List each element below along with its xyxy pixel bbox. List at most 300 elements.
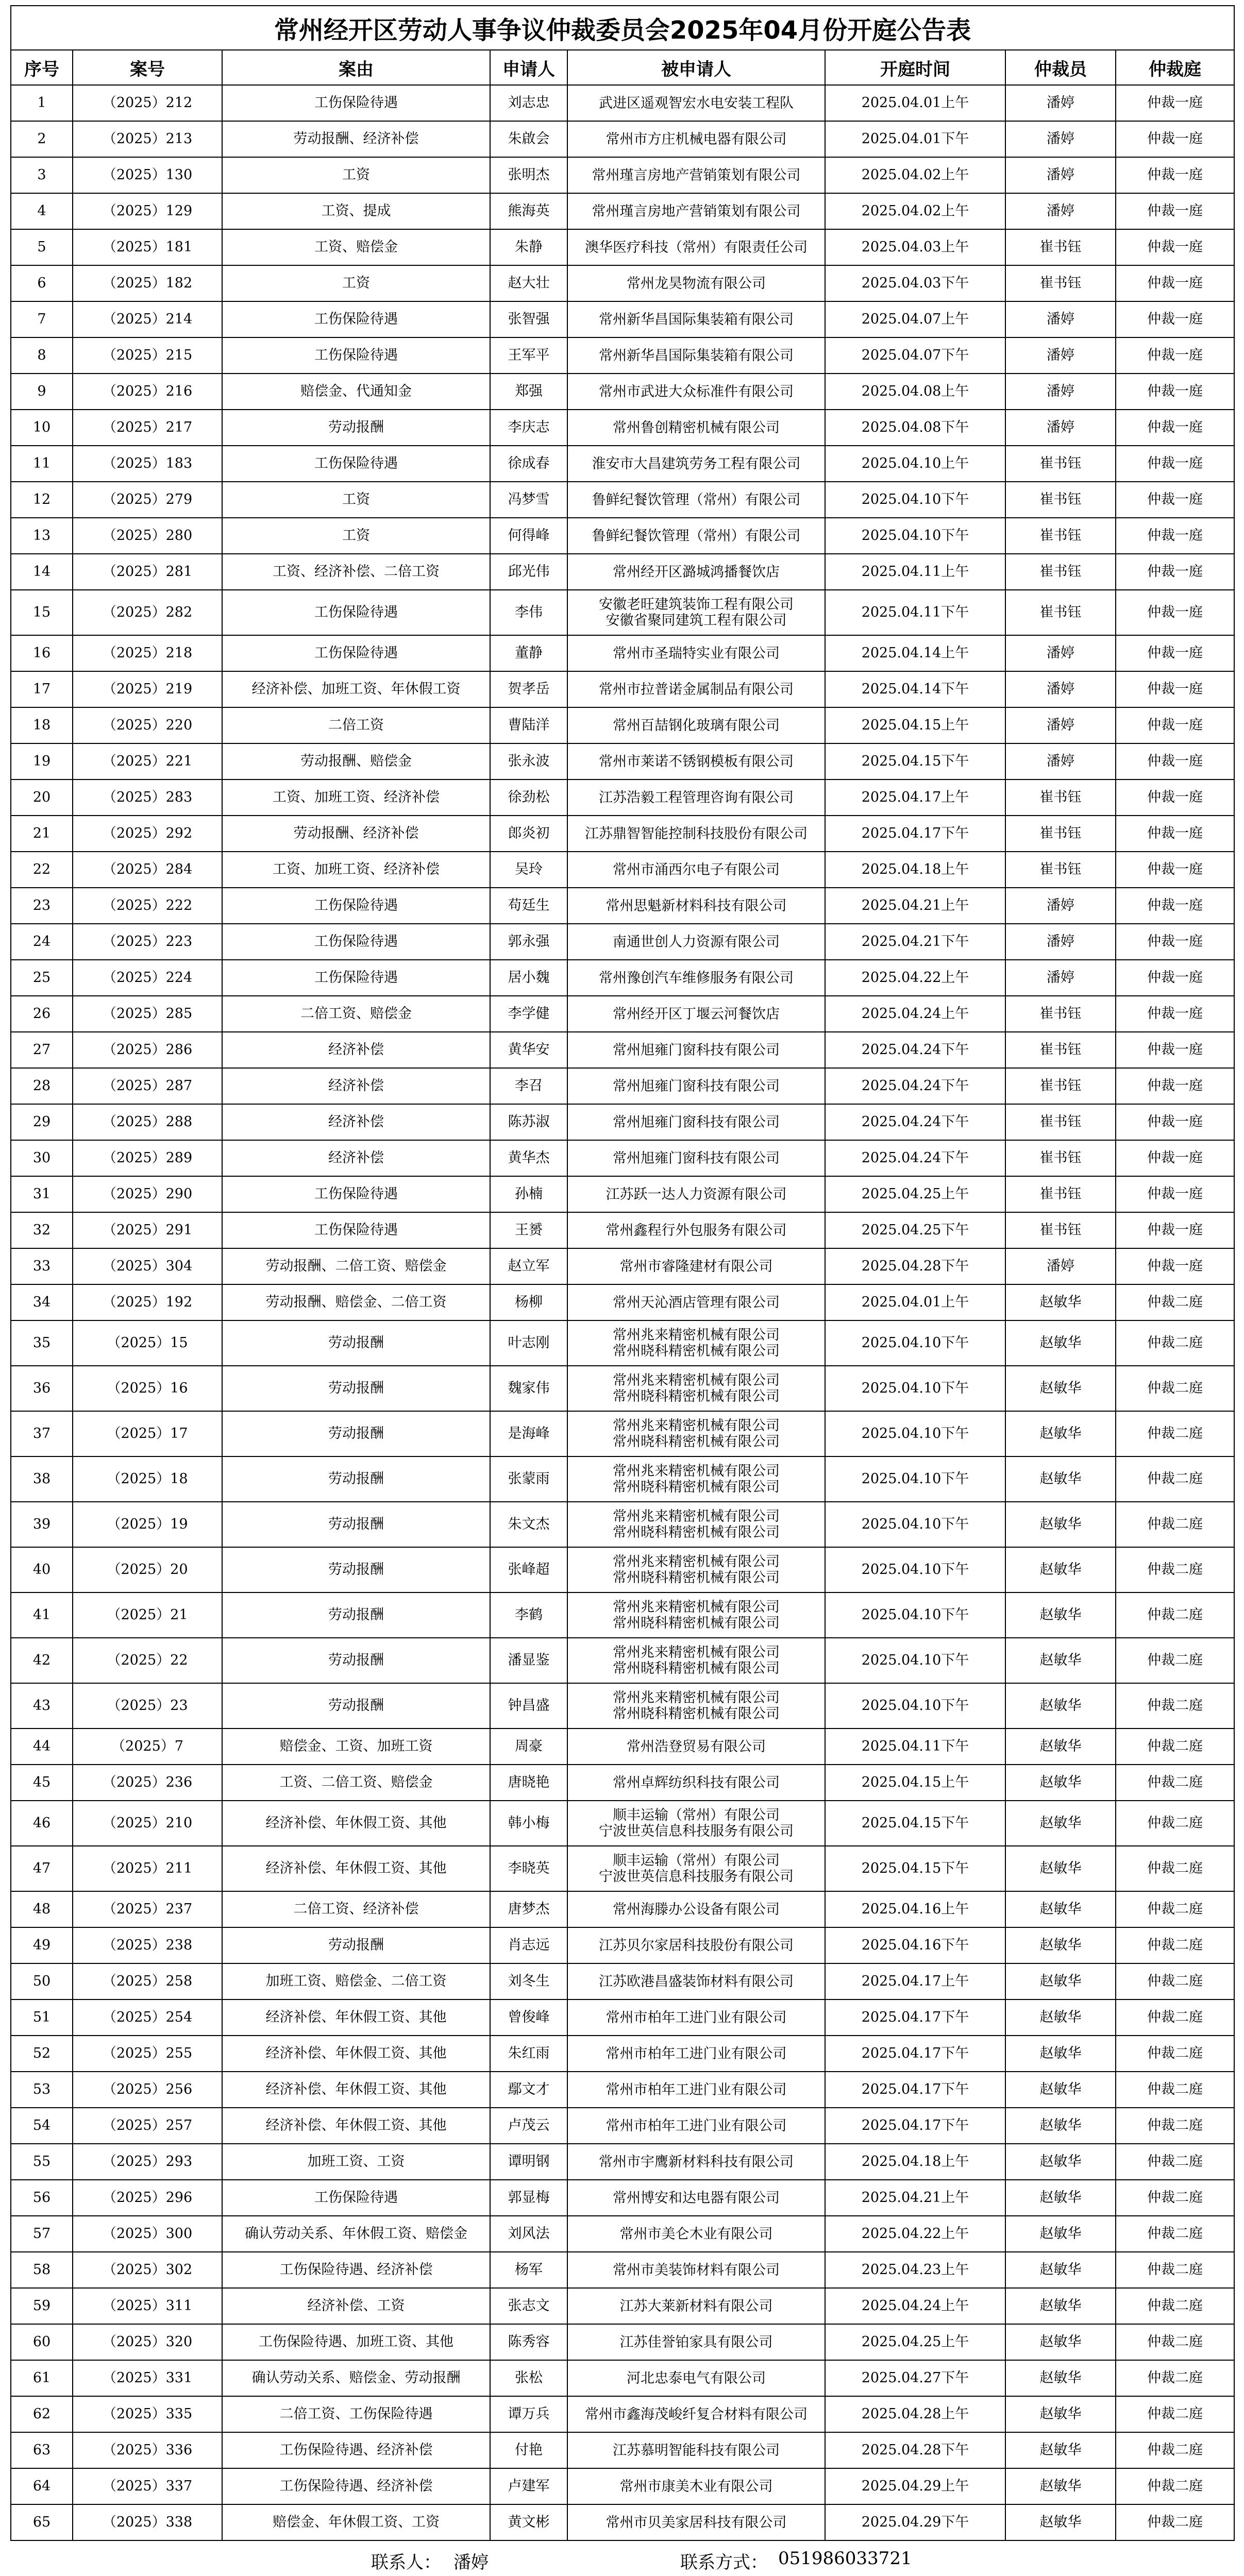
table-row xyxy=(11,1592,1234,1638)
row-respondent xyxy=(567,2144,825,2180)
row-hearing-time: 2025.04.15下午 xyxy=(825,743,1005,779)
respondent-name: 江苏鼎智智能控制科技股份有限公司 xyxy=(585,825,808,842)
row-hearing-time: 2025.04.28下午 xyxy=(825,2432,1005,2468)
row-tribunal: 仲裁二庭 xyxy=(1116,1846,1234,1891)
row-applicant: 刘风法 xyxy=(490,2216,567,2252)
row-tribunal: 仲裁一庭 xyxy=(1116,374,1234,410)
row-hearing-time: 2025.04.17上午 xyxy=(825,779,1005,816)
respondent-name: 常州市康美木业有限公司 xyxy=(619,2478,773,2495)
row-no: 49 xyxy=(11,1927,73,1963)
row-applicant: 李晓英 xyxy=(490,1846,567,1891)
row-no: 36 xyxy=(11,1366,73,1411)
row-arbitrator: 潘婷 xyxy=(1005,337,1116,374)
row-case-no: （2025）22 xyxy=(73,1638,222,1683)
row-respondent xyxy=(567,1284,825,1320)
row-applicant: 李召 xyxy=(490,1068,567,1104)
row-arbitrator: 崔书钰 xyxy=(1005,1068,1116,1104)
row-tribunal: 仲裁二庭 xyxy=(1116,2324,1234,2360)
table-row xyxy=(11,2036,1234,2072)
row-respondent xyxy=(567,410,825,446)
row-case-no: （2025）293 xyxy=(73,2144,222,2180)
header-tribunal: 仲裁庭 xyxy=(1116,50,1234,85)
respondent-name: 常州兆来精密机械有限公司 xyxy=(613,1599,780,1615)
row-case-no: （2025）222 xyxy=(73,888,222,924)
row-tribunal: 仲裁二庭 xyxy=(1116,2504,1234,2540)
respondent-name: 常州晓科精密机械有限公司 xyxy=(613,1524,780,1540)
table-row xyxy=(11,1963,1234,1999)
row-respondent xyxy=(567,1104,825,1140)
row-hearing-time: 2025.04.10下午 xyxy=(825,518,1005,554)
row-applicant: 魏家伟 xyxy=(490,1366,567,1411)
row-cause: 经济补偿、年休假工资、其他 xyxy=(222,2036,490,2072)
row-respondent xyxy=(567,2108,825,2144)
table-row xyxy=(11,2180,1234,2216)
table-row xyxy=(11,1683,1234,1728)
row-no: 28 xyxy=(11,1068,73,1104)
row-arbitrator: 潘婷 xyxy=(1005,374,1116,410)
row-case-no: （2025）215 xyxy=(73,337,222,374)
row-applicant: 周豪 xyxy=(490,1728,567,1765)
row-cause: 工伤保险待遇 xyxy=(222,590,490,635)
row-applicant: 谭明钢 xyxy=(490,2144,567,2180)
row-applicant: 黄华杰 xyxy=(490,1140,567,1176)
row-applicant: 鄢文才 xyxy=(490,2072,567,2108)
row-cause: 工伤保险待遇、经济补偿 xyxy=(222,2432,490,2468)
row-no: 50 xyxy=(11,1963,73,1999)
row-case-no: （2025）217 xyxy=(73,410,222,446)
row-cause: 劳动报酬 xyxy=(222,1927,490,1963)
row-arbitrator: 赵敏华 xyxy=(1005,1683,1116,1728)
row-arbitrator: 崔书钰 xyxy=(1005,1140,1116,1176)
table-row xyxy=(11,1502,1234,1547)
row-applicant: 是海峰 xyxy=(490,1411,567,1456)
row-arbitrator: 赵敏华 xyxy=(1005,2288,1116,2324)
phone-value: 051986033721 xyxy=(778,2548,912,2569)
respondent-name: 常州旭雍门窗科技有限公司 xyxy=(613,1114,780,1130)
row-no: 14 xyxy=(11,554,73,590)
respondent-name: 常州市美装饰材料有限公司 xyxy=(613,2262,780,2278)
row-case-no: （2025）338 xyxy=(73,2504,222,2540)
row-hearing-time: 2025.04.11下午 xyxy=(825,590,1005,635)
row-no: 7 xyxy=(11,301,73,337)
row-cause: 劳动报酬 xyxy=(222,1456,490,1502)
table-row xyxy=(11,816,1234,852)
row-no: 64 xyxy=(11,2468,73,2504)
table-row xyxy=(11,924,1234,960)
row-case-no: （2025）289 xyxy=(73,1140,222,1176)
header-case-no: 案号 xyxy=(73,50,222,85)
table-row xyxy=(11,2396,1234,2432)
row-tribunal: 仲裁一庭 xyxy=(1116,960,1234,996)
row-cause: 劳动报酬 xyxy=(222,1683,490,1728)
row-no: 5 xyxy=(11,229,73,265)
row-no: 55 xyxy=(11,2144,73,2180)
row-hearing-time: 2025.04.17下午 xyxy=(825,2108,1005,2144)
row-case-no: （2025）183 xyxy=(73,446,222,482)
row-no: 60 xyxy=(11,2324,73,2360)
row-cause: 经济补偿 xyxy=(222,1032,490,1068)
respondent-name: 常州市圣瑞特实业有限公司 xyxy=(613,645,780,662)
row-no: 46 xyxy=(11,1801,73,1846)
row-cause: 劳动报酬 xyxy=(222,1411,490,1456)
respondent-name: 常州市鑫海茂峻纤复合材料有限公司 xyxy=(585,2406,808,2422)
respondent-name: 江苏浩毅工程管理咨询有限公司 xyxy=(599,789,794,806)
row-cause: 加班工资、赔偿金、二倍工资 xyxy=(222,1963,490,1999)
row-respondent xyxy=(567,265,825,301)
row-case-no: （2025）216 xyxy=(73,374,222,410)
row-no: 16 xyxy=(11,635,73,671)
row-case-no: （2025）223 xyxy=(73,924,222,960)
respondent-name: 常州市涌西尔电子有限公司 xyxy=(613,861,780,878)
row-hearing-time: 2025.04.17下午 xyxy=(825,1999,1005,2036)
row-case-no: （2025）16 xyxy=(73,1366,222,1411)
row-cause: 工伤保险待遇 xyxy=(222,337,490,374)
row-cause: 工资、加班工资、经济补偿 xyxy=(222,779,490,816)
row-cause: 经济补偿 xyxy=(222,1104,490,1140)
respondent-name: 江苏欧港昌盛装饰材料有限公司 xyxy=(599,1973,794,1990)
table-row xyxy=(11,779,1234,816)
table-row xyxy=(11,1547,1234,1592)
respondent-name: 常州天沁酒店管理有限公司 xyxy=(613,1294,780,1311)
row-no: 9 xyxy=(11,374,73,410)
row-hearing-time: 2025.04.17下午 xyxy=(825,816,1005,852)
row-hearing-time: 2025.04.25上午 xyxy=(825,2324,1005,2360)
row-tribunal: 仲裁一庭 xyxy=(1116,816,1234,852)
row-no: 11 xyxy=(11,446,73,482)
row-cause: 加班工资、工资 xyxy=(222,2144,490,2180)
row-hearing-time: 2025.04.10下午 xyxy=(825,1411,1005,1456)
table-row xyxy=(11,2072,1234,2108)
row-tribunal: 仲裁一庭 xyxy=(1116,1104,1234,1140)
row-cause: 工伤保险待遇 xyxy=(222,1176,490,1212)
row-tribunal: 仲裁二庭 xyxy=(1116,2180,1234,2216)
row-tribunal: 仲裁二庭 xyxy=(1116,1547,1234,1592)
table-row xyxy=(11,2288,1234,2324)
row-no: 27 xyxy=(11,1032,73,1068)
table-row xyxy=(11,410,1234,446)
table-row xyxy=(11,1320,1234,1366)
respondent-name: 江苏慕明智能科技有限公司 xyxy=(613,2442,780,2459)
row-arbitrator: 崔书钰 xyxy=(1005,1212,1116,1248)
row-applicant: 李庆志 xyxy=(490,410,567,446)
row-case-no: （2025）21 xyxy=(73,1592,222,1638)
row-arbitrator: 崔书钰 xyxy=(1005,816,1116,852)
respondent-name: 常州市美仑木业有限公司 xyxy=(619,2226,773,2242)
row-no: 18 xyxy=(11,707,73,743)
table-row xyxy=(11,2468,1234,2504)
row-tribunal: 仲裁一庭 xyxy=(1116,85,1234,121)
row-applicant: 朱啟会 xyxy=(490,121,567,157)
row-arbitrator: 赵敏华 xyxy=(1005,2396,1116,2432)
row-no: 2 xyxy=(11,121,73,157)
row-hearing-time: 2025.04.25上午 xyxy=(825,1176,1005,1212)
row-tribunal: 仲裁一庭 xyxy=(1116,229,1234,265)
table-row xyxy=(11,707,1234,743)
row-arbitrator: 赵敏华 xyxy=(1005,1547,1116,1592)
respondent-name: 安徽省聚同建筑工程有限公司 xyxy=(606,613,787,629)
row-respondent xyxy=(567,1638,825,1683)
row-no: 47 xyxy=(11,1846,73,1891)
row-no: 25 xyxy=(11,960,73,996)
respondent-name: 顺丰运输（常州）有限公司 xyxy=(613,1807,780,1823)
row-hearing-time: 2025.04.15上午 xyxy=(825,1765,1005,1801)
row-no: 22 xyxy=(11,852,73,888)
row-arbitrator: 崔书钰 xyxy=(1005,1104,1116,1140)
row-tribunal: 仲裁二庭 xyxy=(1116,1456,1234,1502)
row-tribunal: 仲裁一庭 xyxy=(1116,888,1234,924)
row-case-no: （2025）283 xyxy=(73,779,222,816)
row-respondent xyxy=(567,888,825,924)
respondent-name: 常州市贝美家居科技有限公司 xyxy=(606,2514,787,2531)
row-cause: 经济补偿、年休假工资、其他 xyxy=(222,1846,490,1891)
respondent-name: 常州市睿隆建材有限公司 xyxy=(619,1258,773,1275)
row-applicant: 赵立军 xyxy=(490,1248,567,1284)
row-arbitrator: 潘婷 xyxy=(1005,924,1116,960)
row-respondent xyxy=(567,671,825,707)
row-arbitrator: 赵敏华 xyxy=(1005,2252,1116,2288)
phone-label: 联系方式： xyxy=(680,2552,768,2573)
row-respondent xyxy=(567,590,825,635)
row-arbitrator: 潘婷 xyxy=(1005,671,1116,707)
row-cause: 工伤保险待遇、加班工资、其他 xyxy=(222,2324,490,2360)
row-hearing-time: 2025.04.03上午 xyxy=(825,229,1005,265)
row-hearing-time: 2025.04.17下午 xyxy=(825,2072,1005,2108)
row-applicant: 王军平 xyxy=(490,337,567,374)
row-hearing-time: 2025.04.29下午 xyxy=(825,2504,1005,2540)
row-arbitrator: 赵敏华 xyxy=(1005,1765,1116,1801)
row-tribunal: 仲裁一庭 xyxy=(1116,157,1234,193)
respondent-name: 常州晓科精密机械有限公司 xyxy=(613,1388,780,1404)
row-no: 57 xyxy=(11,2216,73,2252)
row-no: 48 xyxy=(11,1891,73,1927)
respondent-name: 常州市柏年工进门业有限公司 xyxy=(606,2045,787,2062)
row-tribunal: 仲裁二庭 xyxy=(1116,2108,1234,2144)
row-tribunal: 仲裁二庭 xyxy=(1116,2036,1234,2072)
row-applicant: 唐晓艳 xyxy=(490,1765,567,1801)
row-arbitrator: 赵敏华 xyxy=(1005,1284,1116,1320)
row-cause: 劳动报酬 xyxy=(222,1638,490,1683)
row-hearing-time: 2025.04.10下午 xyxy=(825,1683,1005,1728)
row-applicant: 张志文 xyxy=(490,2288,567,2324)
row-respondent xyxy=(567,2288,825,2324)
row-tribunal: 仲裁二庭 xyxy=(1116,1765,1234,1801)
row-case-no: （2025）286 xyxy=(73,1032,222,1068)
row-cause: 工伤保险待遇 xyxy=(222,924,490,960)
row-cause: 劳动报酬 xyxy=(222,410,490,446)
row-applicant: 杨军 xyxy=(490,2252,567,2288)
row-cause: 工伤保险待遇 xyxy=(222,1212,490,1248)
respondent-name: 常州思魁新材料科技有限公司 xyxy=(606,897,787,914)
row-hearing-time: 2025.04.25下午 xyxy=(825,1212,1005,1248)
row-cause: 二倍工资、工伤保险待遇 xyxy=(222,2396,490,2432)
respondent-name: 常州晓科精密机械有限公司 xyxy=(613,1343,780,1359)
row-cause: 劳动报酬 xyxy=(222,1366,490,1411)
row-tribunal: 仲裁二庭 xyxy=(1116,1927,1234,1963)
table-row xyxy=(11,2252,1234,2288)
table-row xyxy=(11,301,1234,337)
row-applicant: 黄文彬 xyxy=(490,2504,567,2540)
row-tribunal: 仲裁二庭 xyxy=(1116,1728,1234,1765)
row-case-no: （2025）302 xyxy=(73,2252,222,2288)
row-cause: 经济补偿、年休假工资、其他 xyxy=(222,2108,490,2144)
respondent-name: 江苏佳誉铂家具有限公司 xyxy=(619,2334,773,2350)
row-applicant: 李伟 xyxy=(490,590,567,635)
row-cause: 劳动报酬 xyxy=(222,1502,490,1547)
row-arbitrator: 崔书钰 xyxy=(1005,518,1116,554)
row-no: 12 xyxy=(11,482,73,518)
row-respondent xyxy=(567,1320,825,1366)
row-case-no: （2025）285 xyxy=(73,996,222,1032)
respondent-name: 常州鑫程行外包服务有限公司 xyxy=(606,1222,787,1239)
row-hearing-time: 2025.04.24下午 xyxy=(825,1140,1005,1176)
table-row xyxy=(11,193,1234,229)
respondent-name: 常州新华昌国际集装箱有限公司 xyxy=(599,311,794,328)
row-arbitrator: 潘婷 xyxy=(1005,157,1116,193)
row-respondent xyxy=(567,1963,825,1999)
table-row xyxy=(11,1104,1234,1140)
table-row xyxy=(11,2108,1234,2144)
table-row xyxy=(11,1638,1234,1683)
row-respondent xyxy=(567,960,825,996)
row-respondent xyxy=(567,554,825,590)
row-no: 52 xyxy=(11,2036,73,2072)
row-cause: 劳动报酬、赔偿金 xyxy=(222,743,490,779)
row-no: 21 xyxy=(11,816,73,852)
table-row xyxy=(11,1765,1234,1801)
row-cause: 工伤保险待遇 xyxy=(222,446,490,482)
row-respondent xyxy=(567,1891,825,1927)
row-cause: 工资、二倍工资、赔偿金 xyxy=(222,1765,490,1801)
respondent-name: 鲁鲜纪餐饮管理（常州）有限公司 xyxy=(592,492,801,508)
row-applicant: 朱文杰 xyxy=(490,1502,567,1547)
table-row xyxy=(11,1284,1234,1320)
row-cause: 工资 xyxy=(222,265,490,301)
row-case-no: （2025）238 xyxy=(73,1927,222,1963)
respondent-name: 常州百喆钢化玻璃有限公司 xyxy=(613,717,780,734)
row-case-no: （2025）218 xyxy=(73,635,222,671)
row-tribunal: 仲裁二庭 xyxy=(1116,2144,1234,2180)
row-no: 19 xyxy=(11,743,73,779)
respondent-name: 安徽老旺建筑装饰工程有限公司 xyxy=(599,597,794,613)
announcement-page xyxy=(10,5,1234,2576)
table-row xyxy=(11,1411,1234,1456)
respondent-name: 常州豫创汽车维修服务有限公司 xyxy=(599,970,794,986)
respondent-name: 常州卓辉纺织科技有限公司 xyxy=(613,1774,780,1791)
row-no: 65 xyxy=(11,2504,73,2540)
row-case-no: （2025）296 xyxy=(73,2180,222,2216)
row-no: 58 xyxy=(11,2252,73,2288)
header-hearing-time: 开庭时间 xyxy=(825,50,1005,85)
row-respondent xyxy=(567,2396,825,2432)
row-tribunal: 仲裁一庭 xyxy=(1116,1140,1234,1176)
row-case-no: （2025）280 xyxy=(73,518,222,554)
row-no: 42 xyxy=(11,1638,73,1683)
row-applicant: 徐成春 xyxy=(490,446,567,482)
row-respondent xyxy=(567,2324,825,2360)
row-hearing-time: 2025.04.01上午 xyxy=(825,85,1005,121)
row-respondent xyxy=(567,779,825,816)
row-applicant: 熊海英 xyxy=(490,193,567,229)
row-case-no: （2025）292 xyxy=(73,816,222,852)
header-cause: 案由 xyxy=(222,50,490,85)
table-row xyxy=(11,743,1234,779)
row-applicant: 曾俊峰 xyxy=(490,1999,567,2036)
row-arbitrator: 赵敏华 xyxy=(1005,2504,1116,2540)
row-arbitrator: 赵敏华 xyxy=(1005,2072,1116,2108)
row-tribunal: 仲裁一庭 xyxy=(1116,707,1234,743)
row-arbitrator: 潘婷 xyxy=(1005,707,1116,743)
row-tribunal: 仲裁一庭 xyxy=(1116,852,1234,888)
row-tribunal: 仲裁一庭 xyxy=(1116,554,1234,590)
row-applicant: 张智强 xyxy=(490,301,567,337)
respondent-name: 常州海滕办公设备有限公司 xyxy=(613,1901,780,1918)
row-arbitrator: 赵敏华 xyxy=(1005,2468,1116,2504)
row-tribunal: 仲裁一庭 xyxy=(1116,1212,1234,1248)
header-applicant: 申请人 xyxy=(490,50,567,85)
row-applicant: 居小魏 xyxy=(490,960,567,996)
table-row xyxy=(11,2324,1234,2360)
respondent-name: 常州兆来精密机械有限公司 xyxy=(613,1418,780,1434)
respondent-name: 宁波世英信息科技服务有限公司 xyxy=(599,1823,794,1839)
row-case-no: （2025）7 xyxy=(73,1728,222,1765)
row-case-no: （2025）182 xyxy=(73,265,222,301)
row-respondent xyxy=(567,2360,825,2396)
row-hearing-time: 2025.04.21上午 xyxy=(825,888,1005,924)
row-cause: 经济补偿、工资 xyxy=(222,2288,490,2324)
row-no: 30 xyxy=(11,1140,73,1176)
row-cause: 经济补偿、年休假工资、其他 xyxy=(222,1801,490,1846)
respondent-name: 南通世创人力资源有限公司 xyxy=(613,934,780,950)
row-arbitrator: 潘婷 xyxy=(1005,193,1116,229)
row-applicant: 朱静 xyxy=(490,229,567,265)
row-tribunal: 仲裁二庭 xyxy=(1116,1284,1234,1320)
row-no: 45 xyxy=(11,1765,73,1801)
row-respondent xyxy=(567,1248,825,1284)
row-respondent xyxy=(567,2432,825,2468)
row-no: 62 xyxy=(11,2396,73,2432)
row-cause: 工伤保险待遇 xyxy=(222,85,490,121)
table-row xyxy=(11,1032,1234,1068)
row-case-no: （2025）282 xyxy=(73,590,222,635)
row-arbitrator: 赵敏华 xyxy=(1005,2036,1116,2072)
row-respondent xyxy=(567,446,825,482)
respondent-name: 常州兆来精密机械有限公司 xyxy=(613,1509,780,1524)
respondent-name: 常州市柏年工进门业有限公司 xyxy=(606,2117,787,2134)
row-tribunal: 仲裁一庭 xyxy=(1116,518,1234,554)
row-hearing-time: 2025.04.10下午 xyxy=(825,1547,1005,1592)
row-applicant: 陈苏淑 xyxy=(490,1104,567,1140)
row-respondent xyxy=(567,193,825,229)
row-hearing-time: 2025.04.02上午 xyxy=(825,193,1005,229)
row-hearing-time: 2025.04.10下午 xyxy=(825,1592,1005,1638)
row-respondent xyxy=(567,1502,825,1547)
header-respondent: 被申请人 xyxy=(567,50,825,85)
row-case-no: （2025）23 xyxy=(73,1683,222,1728)
row-arbitrator: 潘婷 xyxy=(1005,301,1116,337)
row-tribunal: 仲裁二庭 xyxy=(1116,2432,1234,2468)
row-applicant: 韩小梅 xyxy=(490,1801,567,1846)
row-no: 41 xyxy=(11,1592,73,1638)
row-tribunal: 仲裁二庭 xyxy=(1116,1891,1234,1927)
row-respondent xyxy=(567,2180,825,2216)
row-respondent xyxy=(567,1456,825,1502)
header-no: 序号 xyxy=(11,50,73,85)
row-hearing-time: 2025.04.24下午 xyxy=(825,1032,1005,1068)
row-arbitrator: 赵敏华 xyxy=(1005,1728,1116,1765)
hearing-schedule-table xyxy=(10,5,1235,2541)
row-arbitrator: 赵敏华 xyxy=(1005,1999,1116,2036)
row-applicant: 苟廷生 xyxy=(490,888,567,924)
